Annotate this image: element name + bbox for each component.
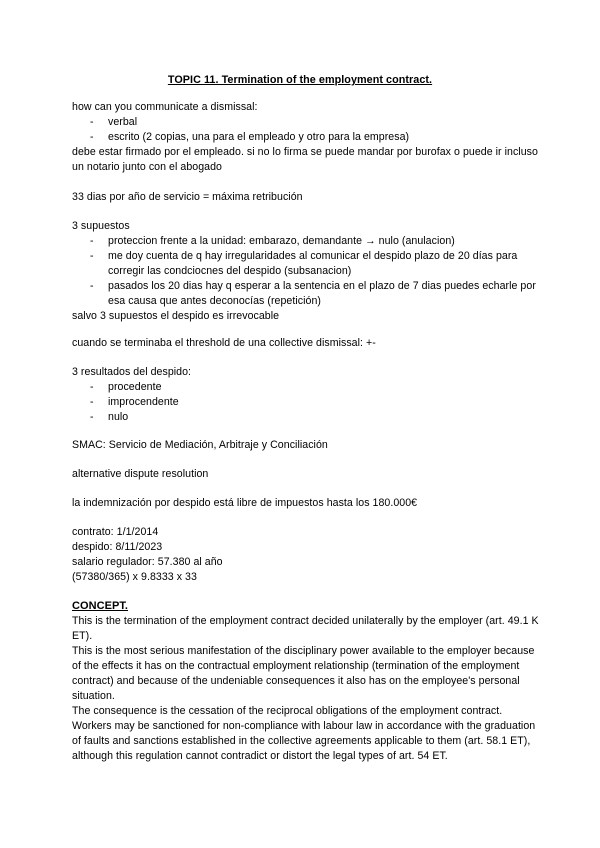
- resultados-list: [72, 380, 542, 425]
- indemnizacion-line: la indemnización por despido está libre de impuestos hasta los 180.000€: [72, 497, 418, 509]
- smac-line: SMAC: Servicio de Mediación, Arbitraje y Conciliación: [72, 439, 328, 451]
- concept-paragraph-3: The consequence is the cessation of the reciprocal obligations of the employment contract. Workers may be sanctioned for non-compliance with labour law in accordance with the graduation of faults and sanctions established in the collective agreements applicable to them (art. 58.1 ET), although this regulation cannot contradict or distort the legal types of art. 54 ET.: [72, 705, 536, 762]
- list-item: - me doy cuenta de q hay irregularidades al comunicar el despido plazo de 20 días para corregir las condciocnes del despido (subsanacion): [72, 249, 542, 279]
- max-retribution: 33 dias por año de servicio = máxima retribución: [72, 191, 303, 203]
- dismissal-list: [72, 115, 542, 145]
- dismissal-question: how can you communicate a dismissal:: [72, 101, 258, 113]
- concept-paragraph-1: This is the termination of the employment contract decided unilaterally by the employer (art. 49.1 K ET).: [72, 615, 539, 642]
- resultados-heading: 3 resultados del despido:: [72, 366, 192, 378]
- supuestos-section: [72, 219, 542, 324]
- dismissal-section: [72, 100, 542, 175]
- adr-line: alternative dispute resolution: [72, 468, 209, 480]
- list-item: - verbal: [72, 115, 542, 130]
- supuestos-list: [72, 234, 542, 309]
- page-title: TOPIC 11. Termination of the employment contract.: [167, 74, 433, 86]
- list-item: - improcendente: [72, 395, 542, 410]
- concept-paragraph-2: This is the most serious manifestation of the disciplinary power available to the employer because of the effects it has on the contractual employment relationship (termination of the employment contract) and because of the undeniable consequences it also has on the employee's personal situation.: [72, 645, 535, 702]
- supuestos-after: salvo 3 supuestos el despido es irrevocable: [72, 310, 280, 322]
- dismissal-note: debe estar firmado por el empleado. si no lo firma se puede mandar por burofax o puede ir incluso un notario junto con el abogado: [72, 146, 538, 173]
- formula-line: (57380/365) x 9.8333 x 33: [72, 571, 197, 583]
- supuestos-heading: 3 supuestos: [72, 220, 130, 232]
- resultados-section: [72, 365, 542, 425]
- despido-line: despido: 8/11/2023: [72, 541, 163, 553]
- list-item: - pasados los 20 dias hay q esperar a la sentencia en el plazo de 7 dias puedes echarle por esa causa que antes deconocías (repetición): [72, 279, 542, 309]
- list-item: - procedente: [72, 380, 542, 395]
- calculo-section: [72, 525, 542, 585]
- concept-section: [72, 599, 542, 764]
- list-item: - nulo: [72, 410, 542, 425]
- list-item: - proteccion frente a la unidad: embarazo, demandante → nulo (anulacion): [72, 234, 542, 249]
- salario-line: salario regulador: 57.380 al año: [72, 556, 223, 568]
- list-item: - escrito (2 copias, una para el empleado y otro para la empresa): [72, 130, 542, 145]
- contrato-line: contrato: 1/1/2014: [72, 526, 159, 538]
- concept-heading: CONCEPT.: [72, 600, 129, 612]
- threshold-line: cuando se terminaba el threshold de una collective dismissal: +-: [72, 337, 376, 349]
